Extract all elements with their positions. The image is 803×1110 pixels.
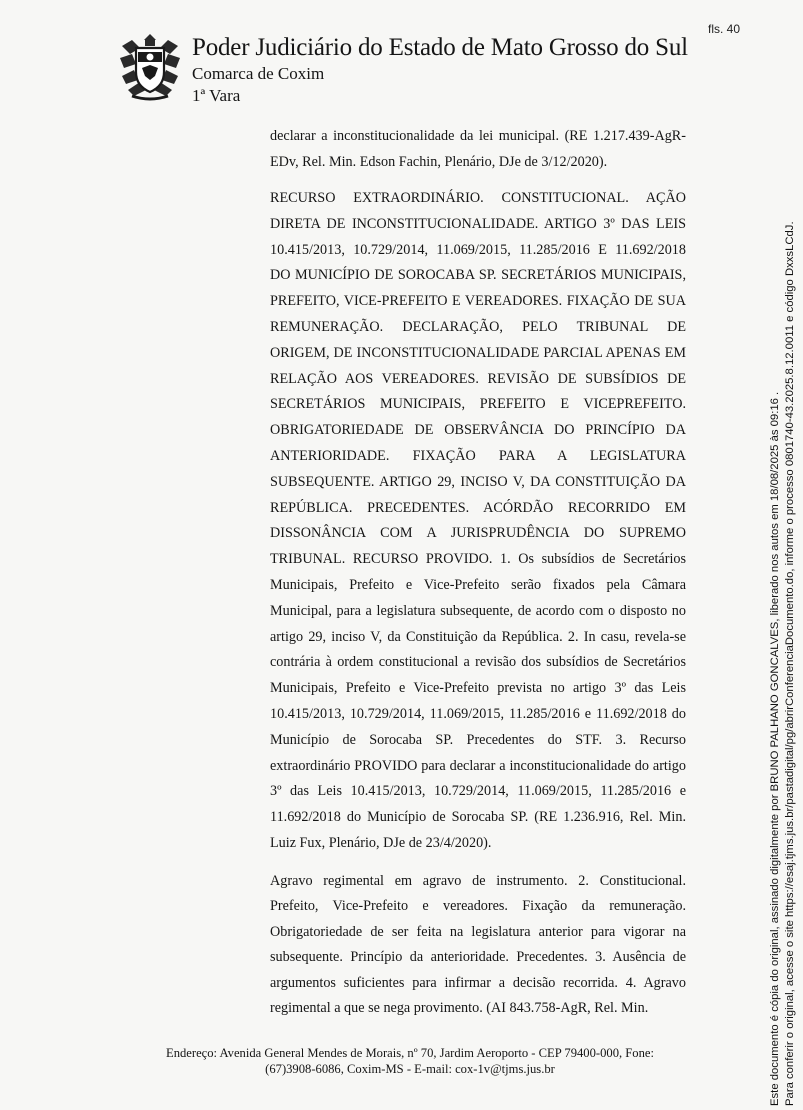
digital-signature-note [768, 166, 798, 1106]
headnote-caps: RECURSO EXTRAORDINÁRIO. CONSTITUCIONAL. AÇÃO DIRETA DE INCONSTITUCIONALIDADE. ARTIGO 3º DAS LEIS 10.415/2013, 10.729/2014, 11.069/2015, 11.285/2016 E 11.692/2018 DO MUNICÍPIO DE SOROCABA SP. SECRETÁRIOS MUNICIPAIS, PREFEITO, VICE-PREFEITO E VEREADORES. FIXAÇÃO DE SUA REMUNERAÇÃO. DECLARAÇÃO, PELO TRIBUNAL DE ORIGEM, DE INCONSTITUCIONALIDADE PARCIAL APENAS EM RELAÇÃO AOS VEREADORES. REVISÃO DE SUBSÍDIOS DE SECRETÁRIOS MUNICIPAIS, PREFEITO E VICEPREFEITO. OBRIGATORIEDADE DE OBSERVÂNCIA DO PRINCÍPIO DA ANTERIORIDADE. FIXAÇÃO PARA A LEGISLATURA SUBSEQUENTE. ARTIGO 29, INCISO V, DA CONSTITUIÇÃO DA REPÚBLICA. PRECEDENTES. ACÓRDÃO RECORRIDO EM DISSONÂNCIA COM A JURISPRUDÊNCIA DO SUPREMO TRIBUNAL. RECURSO PROVIDO. [270, 190, 686, 568]
signature-line: Este documento é cópia do original, assinado digitalmente por BRUNO PALHANO GONCALVES, liberado nos autos em 18/08/2025 às 09:16 . [769, 391, 781, 1106]
document-body [270, 124, 686, 1022]
court-title: Poder Judiciário do Estado de Mato Grosso do Sul [192, 34, 688, 61]
court-header [192, 34, 688, 106]
state-coat-of-arms [118, 32, 182, 102]
vara-name: 1ª Vara [192, 86, 241, 105]
page-number: fls. 40 [708, 22, 741, 36]
citation-paragraph-2 [270, 186, 686, 857]
citation-paragraph-1: declarar a inconstitucionalidade da lei municipal. (RE 1.217.439-AgR-EDv, Rel. Min. Edson Fachin, Plenário, DJe de 3/12/2020). [270, 128, 686, 170]
footer-contact-line: (67)3908-6086, Coxim-MS - E-mail: cox-1v@tjms.jus.br [265, 1062, 555, 1076]
address-footer [120, 1045, 700, 1077]
comarca-name: Comarca de Coxim [192, 64, 325, 83]
citation-paragraph-3: Agravo regimental em agravo de instrumento. 2. Constitucional. Prefeito, Vice-Prefeito e vereadores. Fixação da remuneração. Obrigatoriedade de ser feita na legislatura anterior para vigorar na subsequente. Princípio da anterioridade. Precedentes. 3. Ausência de argumentos suficientes para infirmar a decisão recorrida. 4. Agravo regimental a que se nega provimento. (AI 843.758-AgR, Rel. Min. [270, 872, 686, 1017]
headnote-text: 1. Os subsídios de Secretários Municipais, Prefeito e Vice-Prefeito serão fixados pela Câmara Municipal, para a legislatura subsequente, de acordo com o disposto no artigo 29, inciso V, da Constituição da República. 2. In casu, revela-se contrária à ordem constitucional a revisão dos subsídios de Secretários Municipais, Prefeito e Vice-Prefeito prevista no artigo 3º das Leis 10.415/2013, 10.729/2014, 11.069/2015, 11.285/2016 e 11.692/2018 do Município de Sorocaba SP. Precedentes do STF. 3. Recurso extraordinário PROVIDO para declarar a inconstitucionalidade do artigo 3º das Leis 10.415/2013, 10.729/2014, 11.069/2015, 11.285/2016 e 11.692/2018 do Município de Sorocaba SP. (RE 1.236.916, Rel. Min. Luiz Fux, Plenário, DJe de 23/4/2020). [270, 551, 686, 851]
verification-line: Para conferir o original, acesse o site https://esaj.tjms.jus.br/pastadigital/pg/abrirConferenciaDocumento.do, informe o processo 0801740-43.2025.8.12.0011 e código DxxsLCdJ. [784, 221, 796, 1106]
footer-address-line: Endereço: Avenida General Mendes de Morais, nº 70, Jardim Aeroporto - CEP 79400-000, Fone: [166, 1046, 654, 1060]
